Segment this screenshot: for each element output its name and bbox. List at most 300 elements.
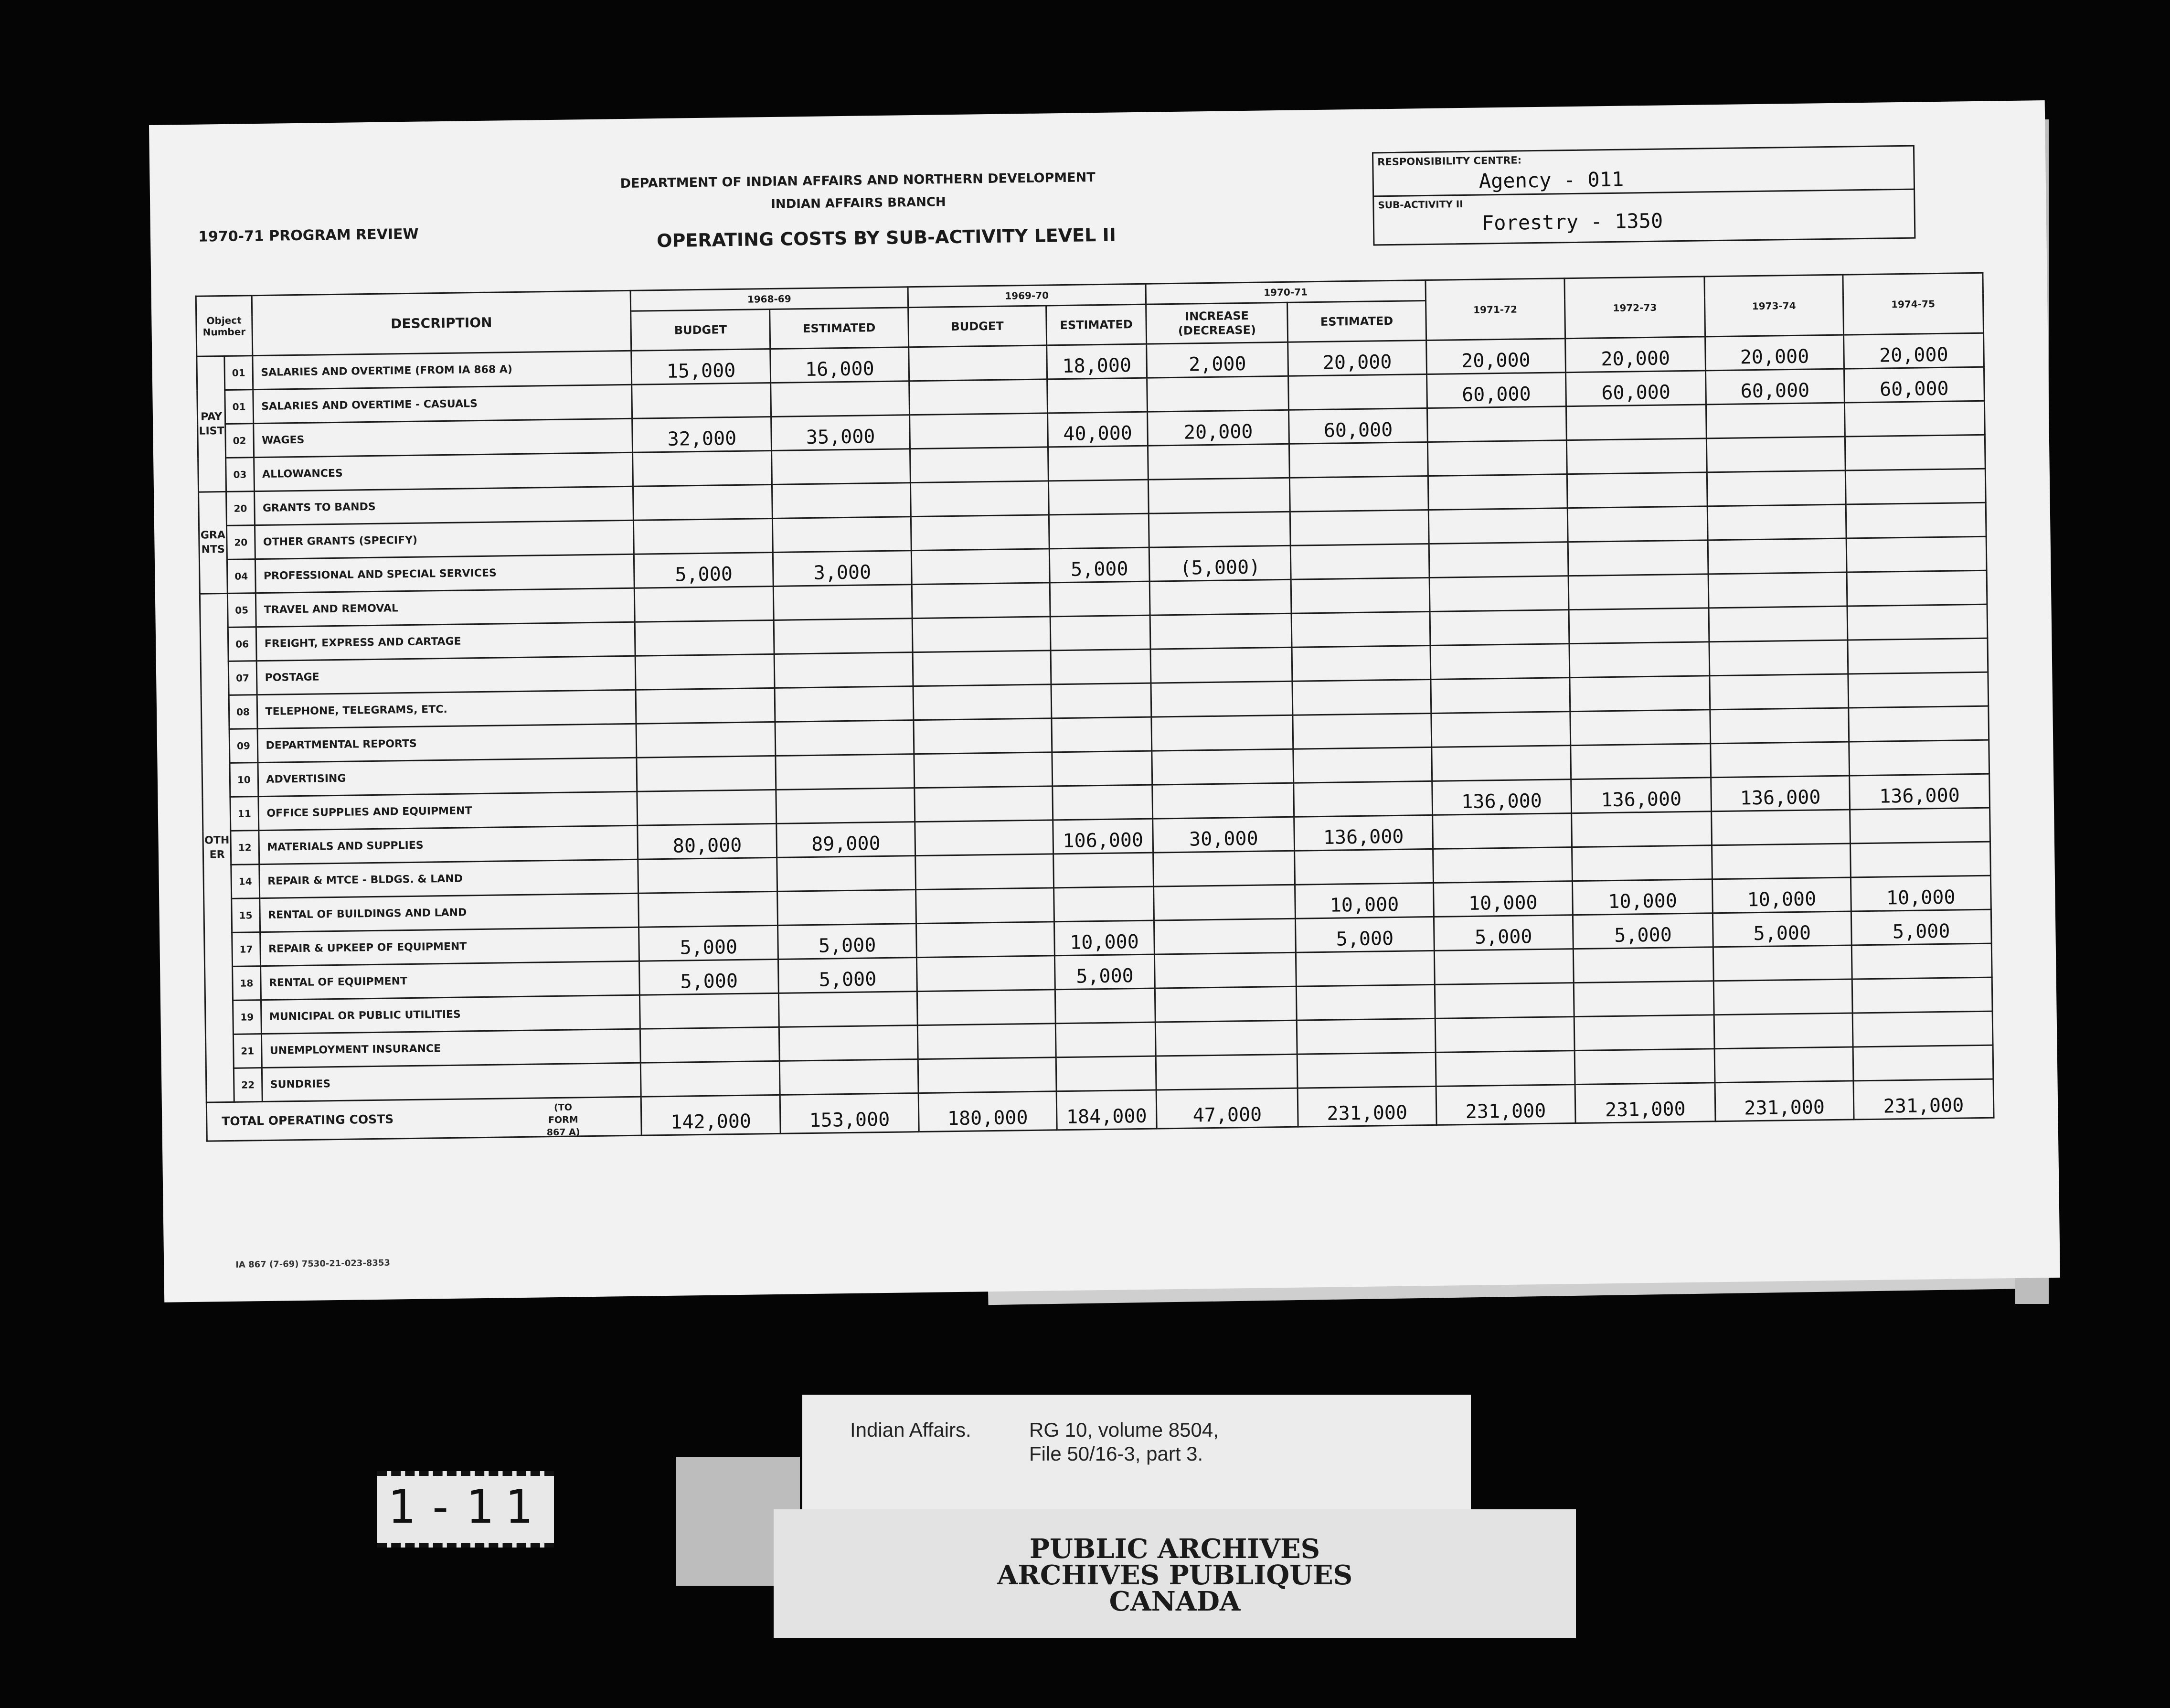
header-increase-1970: INCREASE (DECREASE) xyxy=(1146,302,1288,344)
value-cell: 5,000 xyxy=(639,925,778,961)
value-cell xyxy=(1153,851,1295,886)
value-cell xyxy=(773,517,911,553)
value-cell: 32,000 xyxy=(632,416,772,452)
total-cell: 180,000 xyxy=(918,1091,1057,1132)
value-cell xyxy=(1047,378,1148,413)
value-cell xyxy=(1436,1051,1575,1087)
value-cell xyxy=(1435,983,1574,1019)
value-cell xyxy=(915,888,1054,924)
group-other: OTHER xyxy=(200,593,234,1102)
value-cell xyxy=(1049,513,1149,549)
value-cell: 5,000 xyxy=(1851,909,1991,945)
object-number: 10 xyxy=(230,763,258,797)
value-cell xyxy=(1052,717,1152,752)
group-grants: GRANTS xyxy=(199,491,228,594)
value-cell xyxy=(1154,885,1296,920)
value-cell xyxy=(1845,435,1985,470)
value-cell xyxy=(1708,538,1846,574)
value-cell xyxy=(1714,1013,1852,1049)
value-cell xyxy=(1051,683,1151,718)
value-cell xyxy=(916,956,1055,992)
object-number: 17 xyxy=(232,932,260,967)
object-number: 19 xyxy=(233,1000,261,1035)
value-cell xyxy=(1847,570,1987,606)
value-cell xyxy=(640,1027,779,1063)
stamp-line-3: CANADA xyxy=(1109,1586,1241,1617)
row-description: TELEPHONE, TELEGRAMS, ETC. xyxy=(257,690,636,728)
header-estimated-1969: ESTIMATED xyxy=(1046,304,1147,345)
row-description: ADVERTISING xyxy=(257,758,637,796)
value-cell xyxy=(1851,943,1992,979)
value-cell xyxy=(1431,712,1570,747)
value-cell xyxy=(772,449,910,485)
value-cell xyxy=(775,652,913,688)
value-cell xyxy=(640,1061,780,1097)
header-estimated-1968: ESTIMATED xyxy=(770,308,908,349)
object-number: 08 xyxy=(229,695,257,729)
total-cell: 47,000 xyxy=(1156,1088,1298,1129)
row-description: MATERIALS AND SUPPLIES xyxy=(258,825,638,864)
header-year-1973-74: 1973-74 xyxy=(1704,275,1843,337)
value-cell xyxy=(779,992,917,1027)
value-cell: 136,000 xyxy=(1571,778,1712,813)
header-description: DESCRIPTION xyxy=(252,290,631,355)
value-cell xyxy=(1297,984,1435,1020)
value-cell xyxy=(777,890,916,926)
value-cell xyxy=(916,922,1054,958)
value-cell xyxy=(909,413,1048,449)
value-cell xyxy=(1710,708,1849,744)
value-cell: 136,000 xyxy=(1294,815,1433,851)
value-cell xyxy=(1427,440,1567,476)
value-cell xyxy=(1432,813,1572,849)
value-cell xyxy=(1149,512,1290,547)
total-cell: 153,000 xyxy=(780,1093,919,1134)
header-year-1974-75: 1974-75 xyxy=(1842,273,1983,335)
value-cell: 5,000 xyxy=(1054,954,1155,990)
value-cell xyxy=(1849,740,1989,776)
value-cell xyxy=(1568,540,1708,576)
value-cell: 20,000 xyxy=(1843,333,1984,369)
object-number: 20 xyxy=(227,525,255,560)
value-cell xyxy=(1709,640,1848,676)
value-cell xyxy=(910,481,1049,517)
row-description: DEPARTMENTAL REPORTS xyxy=(257,724,637,762)
value-cell: 20,000 xyxy=(1565,337,1706,373)
row-description: REPAIR & UPKEEP OF EQUIPMENT xyxy=(260,927,639,966)
value-cell xyxy=(1569,608,1709,644)
value-cell: 5,000 xyxy=(778,924,916,960)
object-number: 02 xyxy=(225,424,254,458)
archive-reference-line1: RG 10, volume 8504, xyxy=(1029,1419,1219,1441)
value-cell xyxy=(1434,949,1574,985)
value-cell xyxy=(1290,510,1429,546)
value-cell: 35,000 xyxy=(771,415,910,451)
value-cell xyxy=(914,752,1053,788)
value-cell xyxy=(1052,751,1152,786)
value-cell xyxy=(1050,581,1150,617)
value-cell xyxy=(1055,1022,1156,1057)
header-year-1970-71: 1970-71 xyxy=(1146,280,1425,305)
value-cell xyxy=(1053,853,1154,888)
value-cell xyxy=(780,1059,918,1095)
row-description: FREIGHT, EXPRESS AND CARTAGE xyxy=(256,622,635,661)
value-cell xyxy=(1149,579,1291,615)
value-cell xyxy=(637,790,777,825)
value-cell xyxy=(774,585,912,620)
value-cell xyxy=(772,483,911,519)
value-cell xyxy=(640,993,779,1029)
sub-activity-value: Forestry - 1350 xyxy=(1481,209,1663,235)
value-cell xyxy=(1573,947,1713,983)
row-description: REPAIR & MTCE - BLDGS. & LAND xyxy=(259,859,638,898)
branch-heading: INDIAN AFFAIRS BRANCH xyxy=(771,195,946,212)
value-cell xyxy=(908,345,1047,381)
value-cell xyxy=(912,583,1050,619)
value-cell xyxy=(775,686,913,722)
value-cell xyxy=(1570,710,1711,746)
value-cell xyxy=(1567,506,1708,542)
total-cell: 231,000 xyxy=(1575,1083,1715,1123)
value-cell xyxy=(910,447,1048,483)
value-cell: 10,000 xyxy=(1054,920,1155,956)
total-cell: 184,000 xyxy=(1056,1090,1157,1130)
object-number: 21 xyxy=(234,1034,262,1068)
value-cell xyxy=(776,754,914,790)
value-cell xyxy=(1568,574,1709,610)
value-cell xyxy=(1847,638,1988,674)
archives-stamp-card xyxy=(774,1509,1576,1638)
value-cell: 40,000 xyxy=(1048,412,1148,447)
row-description: GRANTS TO BANDS xyxy=(254,486,633,525)
header-year-1971-72: 1971-72 xyxy=(1425,278,1565,341)
value-cell xyxy=(911,549,1050,585)
row-description: PROFESSIONAL AND SPECIAL SERVICES xyxy=(255,554,634,593)
value-cell xyxy=(633,450,772,486)
total-cell: 231,000 xyxy=(1853,1079,1994,1120)
sub-activity-label: SUB-ACTIVITY II xyxy=(1378,198,1463,211)
value-cell: 60,000 xyxy=(1426,373,1566,408)
object-number: 11 xyxy=(230,797,258,831)
value-cell xyxy=(1572,845,1712,881)
value-cell xyxy=(1710,674,1848,710)
header-estimated-1970: ESTIMATED xyxy=(1287,301,1426,342)
object-number: 20 xyxy=(226,491,255,526)
value-cell: 60,000 xyxy=(1706,369,1844,405)
value-cell xyxy=(1844,401,1985,437)
row-description: UNEMPLOYMENT INSURANCE xyxy=(261,1029,640,1068)
value-cell xyxy=(1428,508,1568,544)
value-cell xyxy=(1574,1015,1714,1051)
value-cell: 60,000 xyxy=(1844,367,1984,403)
value-cell xyxy=(1152,783,1294,819)
value-cell xyxy=(637,756,776,791)
value-cell xyxy=(635,620,774,656)
value-cell: 20,000 xyxy=(1288,341,1426,376)
value-cell: 60,000 xyxy=(1565,371,1706,406)
value-cell xyxy=(914,718,1052,754)
value-cell xyxy=(1435,1017,1574,1053)
value-cell: 10,000 xyxy=(1433,881,1573,917)
value-cell xyxy=(1289,442,1428,478)
value-cell xyxy=(1054,886,1154,922)
object-number: 04 xyxy=(227,559,255,594)
value-cell xyxy=(1429,542,1568,578)
value-cell xyxy=(1154,952,1296,988)
value-cell xyxy=(634,586,774,622)
header-year-1969-70: 1969-70 xyxy=(908,284,1146,308)
value-cell xyxy=(1156,1054,1298,1090)
row-description: OFFICE SUPPLIES AND EQUIPMENT xyxy=(258,791,637,830)
value-cell xyxy=(1570,676,1710,712)
value-cell xyxy=(1566,405,1706,440)
value-cell xyxy=(1297,1018,1436,1054)
value-cell xyxy=(1148,444,1289,480)
value-cell xyxy=(1567,472,1707,508)
object-number: 09 xyxy=(229,729,257,763)
value-cell xyxy=(1574,1049,1715,1085)
row-description: MUNICIPAL OR PUBLIC UTILITIES xyxy=(261,995,640,1034)
value-cell: 15,000 xyxy=(631,349,771,385)
row-description: POSTAGE xyxy=(256,656,636,694)
value-cell xyxy=(1293,713,1431,749)
value-cell xyxy=(1708,572,1847,608)
value-cell xyxy=(638,857,777,893)
value-cell: 89,000 xyxy=(777,822,915,858)
value-cell: (5,000) xyxy=(1149,545,1291,581)
value-cell xyxy=(912,617,1051,652)
value-cell xyxy=(1154,918,1296,954)
value-cell xyxy=(636,722,776,758)
value-cell xyxy=(636,688,775,724)
value-cell xyxy=(915,854,1053,890)
value-cell: 10,000 xyxy=(1713,877,1851,913)
value-cell: 5,000 xyxy=(1434,915,1573,951)
value-cell xyxy=(1297,1052,1436,1088)
object-number: 01 xyxy=(225,390,253,424)
value-cell xyxy=(1574,981,1714,1017)
value-cell xyxy=(1152,749,1294,785)
object-number: 22 xyxy=(234,1068,262,1102)
value-cell xyxy=(1292,679,1431,715)
value-cell xyxy=(917,1024,1056,1059)
value-cell xyxy=(1155,986,1297,1022)
value-cell: 136,000 xyxy=(1711,776,1850,811)
value-cell xyxy=(913,684,1052,720)
object-number: 12 xyxy=(231,831,259,865)
value-cell xyxy=(1713,945,1852,981)
value-cell xyxy=(1571,744,1711,779)
object-number: 03 xyxy=(226,458,254,492)
value-cell xyxy=(1291,577,1429,613)
value-cell xyxy=(1430,610,1569,646)
value-cell: 60,000 xyxy=(1289,408,1427,444)
value-cell: 30,000 xyxy=(1153,817,1295,853)
value-cell xyxy=(915,820,1053,856)
value-cell: 5,000 xyxy=(634,552,773,588)
row-description: SALARIES AND OVERTIME - CASUALS xyxy=(253,384,632,423)
department-heading: DEPARTMENT OF INDIAN AFFAIRS AND NORTHERN DEVELOPMENT xyxy=(620,170,1096,192)
value-cell xyxy=(1296,950,1435,986)
object-number: 06 xyxy=(228,627,256,662)
value-cell xyxy=(779,1025,918,1061)
value-cell xyxy=(1291,544,1429,579)
value-cell xyxy=(1148,478,1290,513)
stamp-line-2: ARCHIVES PUBLIQUES xyxy=(997,1559,1353,1591)
value-cell xyxy=(1048,480,1149,515)
value-cell xyxy=(1050,615,1150,651)
row-description: SALARIES AND OVERTIME (FROM IA 868 A) xyxy=(252,351,631,389)
value-cell xyxy=(1852,1011,1993,1047)
object-number: 01 xyxy=(224,356,253,390)
row-description: WAGES xyxy=(253,418,632,457)
object-number: 07 xyxy=(228,661,256,695)
value-cell xyxy=(918,1057,1056,1093)
row-description: SUNDRIES xyxy=(262,1063,641,1101)
value-cell xyxy=(1848,672,1988,708)
value-cell xyxy=(775,720,914,756)
header-object-number: Object Number xyxy=(196,296,252,357)
value-cell xyxy=(1848,706,1989,742)
group-paylist: PAYLIST xyxy=(197,356,226,492)
value-cell xyxy=(911,515,1049,551)
value-cell xyxy=(1430,644,1570,680)
value-cell xyxy=(1053,785,1153,820)
value-cell xyxy=(1850,842,1990,877)
object-number: 18 xyxy=(233,966,261,1001)
archive-source: Indian Affairs. xyxy=(850,1419,971,1441)
value-cell xyxy=(1707,504,1846,540)
value-cell xyxy=(1569,642,1710,678)
value-cell: 20,000 xyxy=(1426,339,1565,374)
header-budget-1969: BUDGET xyxy=(908,306,1046,347)
value-cell xyxy=(1293,747,1432,783)
value-cell xyxy=(1055,988,1155,1024)
value-cell xyxy=(1431,678,1570,714)
value-cell xyxy=(1150,647,1292,683)
total-cell: 142,000 xyxy=(641,1095,780,1135)
value-cell xyxy=(1845,469,1986,504)
object-number: 05 xyxy=(228,593,256,628)
value-cell xyxy=(1707,470,1846,506)
value-cell: 136,000 xyxy=(1849,774,1989,810)
value-cell xyxy=(632,383,771,419)
value-cell: 3,000 xyxy=(773,551,912,587)
responsibility-centre-label: RESPONSIBILITY CENTRE: xyxy=(1377,154,1522,168)
value-cell xyxy=(1706,403,1845,438)
value-cell xyxy=(771,381,909,417)
program-review-label: 1970-71 PROGRAM REVIEW xyxy=(198,225,419,246)
value-cell xyxy=(777,856,915,892)
row-description: TRAVEL AND REMOVAL xyxy=(255,588,635,627)
value-cell xyxy=(1572,811,1712,847)
value-cell: 106,000 xyxy=(1053,819,1153,854)
value-cell xyxy=(635,654,775,690)
row-description: RENTAL OF BUILDINGS AND LAND xyxy=(259,893,638,932)
total-label-cell xyxy=(206,1097,641,1141)
value-cell: 10,000 xyxy=(1851,875,1991,911)
row-description: ALLOWANCES xyxy=(254,452,633,491)
value-cell: 2,000 xyxy=(1147,342,1288,378)
total-cell: 231,000 xyxy=(1715,1081,1853,1121)
value-cell xyxy=(634,518,773,554)
value-cell xyxy=(1714,1047,1853,1083)
responsibility-centre-value: Agency - 011 xyxy=(1479,167,1624,193)
value-cell: 10,000 xyxy=(1295,883,1434,918)
value-cell xyxy=(1150,613,1292,649)
value-cell xyxy=(1048,446,1148,481)
form-number: IA 867 (7-69) 7530-21-023-8353 xyxy=(235,1258,391,1270)
value-cell xyxy=(1846,536,1987,572)
value-cell xyxy=(1847,604,1988,640)
value-cell xyxy=(1711,742,1849,778)
value-cell xyxy=(1852,977,1992,1013)
value-cell: 16,000 xyxy=(770,347,909,383)
value-cell xyxy=(1147,376,1289,412)
value-cell: 5,000 xyxy=(639,959,779,995)
value-cell xyxy=(1292,645,1430,681)
value-cell xyxy=(1295,849,1433,885)
value-cell xyxy=(1056,1056,1156,1091)
value-cell xyxy=(1712,843,1851,879)
value-cell xyxy=(1429,576,1569,612)
total-cell: 231,000 xyxy=(1436,1085,1575,1125)
value-cell xyxy=(1707,437,1845,472)
value-cell xyxy=(1294,781,1432,817)
value-cell xyxy=(915,786,1053,822)
value-cell xyxy=(1846,502,1986,538)
value-cell xyxy=(1709,606,1847,642)
value-cell xyxy=(1853,1045,1993,1081)
value-cell xyxy=(1051,649,1151,684)
stamp-line-1: PUBLIC ARCHIVES xyxy=(1029,1533,1320,1565)
value-cell xyxy=(1291,611,1430,647)
value-cell xyxy=(638,891,778,927)
form-sheet xyxy=(149,100,2060,1302)
value-cell xyxy=(913,651,1051,686)
value-cell xyxy=(917,990,1055,1025)
value-cell xyxy=(1151,715,1293,751)
frame-counter: 1-11 xyxy=(387,1480,544,1534)
value-cell xyxy=(1288,374,1427,410)
value-cell: 10,000 xyxy=(1572,879,1713,915)
value-cell: 5,000 xyxy=(1573,913,1713,949)
archive-reference-line2: File 50/16-3, part 3. xyxy=(1029,1442,1203,1465)
value-cell xyxy=(1431,746,1571,781)
value-cell: 20,000 xyxy=(1148,410,1289,446)
form-title: OPERATING COSTS BY SUB-ACTIVITY LEVEL II xyxy=(656,224,1117,252)
value-cell: 5,000 xyxy=(1049,547,1149,583)
value-cell xyxy=(774,619,913,654)
header-year-1968-69: 1968-69 xyxy=(630,287,908,311)
value-cell xyxy=(776,788,915,824)
value-cell xyxy=(1428,474,1567,510)
value-cell: 20,000 xyxy=(1705,335,1844,371)
value-cell: 5,000 xyxy=(1713,911,1851,947)
total-note: (TO FORM 867 A) xyxy=(546,1102,580,1138)
value-cell xyxy=(633,484,773,520)
value-cell xyxy=(909,379,1047,415)
header-year-1972-73: 1972-73 xyxy=(1564,277,1705,339)
value-cell xyxy=(1151,681,1293,717)
value-cell xyxy=(1713,979,1852,1015)
value-cell xyxy=(1566,438,1707,474)
value-cell xyxy=(1850,808,1990,843)
header-budget-1968: BUDGET xyxy=(631,310,770,351)
operating-costs-table xyxy=(195,272,1995,1142)
value-cell: 80,000 xyxy=(638,823,777,859)
responsibility-box xyxy=(1372,145,1915,246)
